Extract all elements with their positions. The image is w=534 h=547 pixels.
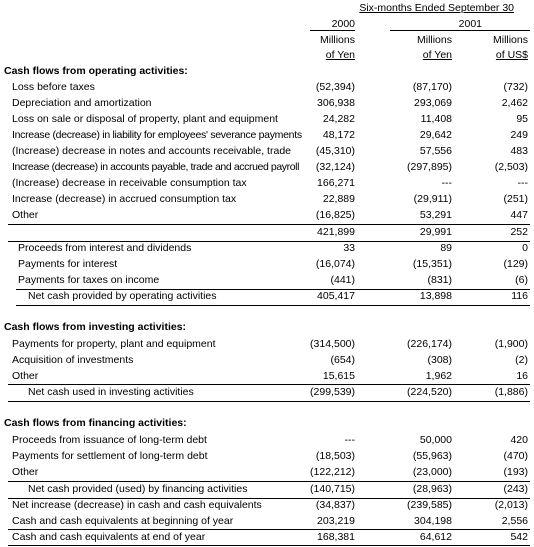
total-row-beginning	[0, 514, 534, 530]
table-cell: 293,069	[414, 97, 452, 109]
table-cell: 95	[516, 113, 528, 125]
table-cell: (299,539)	[310, 386, 355, 398]
table-cell: (87,170)	[412, 81, 452, 93]
table-cell: 542	[510, 531, 528, 543]
table-cell: (140,715)	[310, 483, 355, 495]
table-cell: ---	[344, 434, 355, 446]
table-row	[0, 96, 534, 112]
row-label: (Increase) decrease in receivable consumption tax	[12, 177, 247, 189]
row-label: Net increase (decrease) in cash and cash equivalents	[12, 499, 262, 511]
table-row	[0, 176, 534, 192]
row-label: Increase (decrease) in accrued consumption tax	[12, 193, 237, 205]
row-label: (Increase) decrease in notes and accounts receivable, trade	[12, 145, 291, 157]
investing-net-row	[0, 385, 534, 401]
table-cell: 57,556	[419, 145, 452, 157]
table-row	[0, 80, 534, 96]
table-cell: 168,381	[317, 531, 355, 543]
row-label: Net cash provided by operating activities	[28, 290, 217, 302]
table-cell: 0	[522, 242, 528, 254]
financing-section-title	[0, 416, 534, 432]
table-cell: (16,074)	[315, 258, 355, 270]
table-cell: 53,291	[419, 209, 452, 221]
table-cell: 203,219	[317, 515, 355, 527]
investing-section-title	[0, 320, 534, 336]
table-cell: (297,895)	[407, 161, 452, 173]
row-label: Other	[12, 466, 39, 478]
table-cell: 24,282	[322, 113, 355, 125]
operating-section-title	[0, 64, 534, 80]
table-cell: (6)	[515, 274, 528, 286]
table-cell: (2,013)	[494, 499, 528, 511]
table-row	[0, 433, 534, 449]
row-label: Loss before taxes	[12, 81, 95, 93]
table-cell: 29,991	[419, 226, 452, 238]
row-label: Payments for interest	[18, 258, 118, 270]
operating-net-bottom-rule	[16, 305, 530, 306]
row-label: Net cash provided (used) by financing activities	[28, 483, 248, 495]
table-cell: (28,963)	[412, 483, 452, 495]
year-2000-header: 2000	[331, 18, 355, 30]
table-cell: (2,503)	[494, 161, 528, 173]
row-label: Payments for settlement of long-term debt	[12, 450, 208, 462]
operating-net-row	[0, 289, 534, 305]
table-row	[0, 465, 534, 481]
table-cell: 304,198	[414, 515, 452, 527]
total-row-ending	[0, 530, 534, 546]
total-row-net-change	[0, 498, 534, 514]
table-cell: (34,837)	[315, 499, 355, 511]
col1-unit-a: Millions	[319, 34, 355, 46]
table-cell: (23,000)	[412, 466, 452, 478]
table-cell: (441)	[330, 274, 355, 286]
table-cell: 252	[510, 226, 528, 238]
financing-net-row	[0, 482, 534, 498]
col1-unit-b: of Yen	[325, 49, 355, 61]
table-cell: (129)	[503, 258, 528, 270]
col3-unit-a: Millions	[492, 34, 528, 46]
table-row	[0, 449, 534, 465]
table-cell: (243)	[503, 483, 528, 495]
table-cell: 166,271	[317, 177, 355, 189]
table-cell: (251)	[503, 193, 528, 205]
row-label: Cash flows from investing activities:	[4, 321, 187, 333]
table-cell: 16	[516, 370, 528, 382]
table-row	[0, 257, 534, 273]
table-cell: (16,825)	[315, 209, 355, 221]
row-label: Payments for property, plant and equipment	[12, 338, 216, 350]
table-cell: (1,886)	[494, 386, 528, 398]
table-row	[0, 208, 534, 224]
table-cell: (18,503)	[315, 450, 355, 462]
table-cell: 48,172	[322, 129, 355, 141]
col2-unit-a: Millions	[416, 34, 452, 46]
table-cell: 50,000	[419, 434, 452, 446]
row-label: Increase (decrease) in accounts payable, trade and accrued payroll	[12, 161, 300, 173]
table-row	[0, 369, 534, 385]
table-cell: (654)	[330, 354, 355, 366]
row-label: Proceeds from issuance of long-term debt	[12, 434, 207, 446]
table-cell: (314,500)	[310, 338, 355, 350]
investing-net-bottom-rule	[8, 401, 530, 402]
col2-unit-b: of Yen	[422, 49, 452, 61]
table-row	[0, 337, 534, 353]
table-cell: 2,462	[501, 97, 528, 109]
table-cell: (29,911)	[413, 193, 452, 205]
table-cell: 405,417	[317, 290, 355, 302]
table-cell: (55,963)	[412, 450, 452, 462]
table-cell: (2)	[515, 354, 528, 366]
row-label: Depreciation and amortization	[12, 97, 152, 109]
year-2001-rule	[390, 30, 530, 31]
table-cell: (32,124)	[315, 161, 355, 173]
table-cell: 1,962	[425, 370, 452, 382]
table-cell: (226,174)	[407, 338, 452, 350]
table-cell: 483	[510, 145, 528, 157]
table-row	[0, 144, 534, 160]
table-cell: (52,394)	[315, 81, 355, 93]
subtotal-row	[0, 225, 534, 241]
row-label: Loss on sale or disposal of property, plant and equipment	[12, 113, 278, 125]
row-label: Cash flows from financing activities:	[4, 417, 187, 429]
table-cell: 29,642	[419, 129, 452, 141]
table-cell: 13,898	[419, 290, 452, 302]
row-label: Net cash used in investing activities	[28, 386, 194, 398]
table-cell: 64,612	[419, 531, 452, 543]
table-row	[0, 128, 534, 144]
table-cell: 2,556	[501, 515, 528, 527]
table-cell: (308)	[427, 354, 452, 366]
table-cell: (732)	[503, 81, 528, 93]
row-label: Acquisition of investments	[12, 354, 134, 366]
table-cell: 116	[511, 290, 528, 302]
row-label: Payments for taxes on income	[18, 274, 160, 286]
table-row	[0, 112, 534, 128]
table-cell: 447	[510, 209, 528, 221]
table-cell: 420	[510, 434, 528, 446]
table-row	[0, 160, 534, 176]
row-label: Cash and cash equivalents at end of year	[12, 531, 206, 543]
col3-unit-b: of US$	[495, 49, 528, 61]
table-cell: (45,310)	[315, 145, 355, 157]
table-cell: 89	[440, 242, 452, 254]
row-label: Other	[12, 209, 39, 221]
table-cell: 15,615	[322, 370, 355, 382]
row-label: Cash flows from operating activities:	[4, 65, 188, 77]
table-cell: (122,212)	[310, 466, 355, 478]
table-cell: (470)	[503, 450, 528, 462]
row-label: Cash and cash equivalents at beginning of year	[12, 515, 234, 527]
table-cell: (1,900)	[494, 338, 528, 350]
period-header: Six-months Ended September 30	[359, 2, 514, 14]
table-cell: ---	[517, 177, 528, 189]
row-label: Increase (decrease) in liability for employees' severance payments	[12, 129, 302, 141]
row-label: Other	[12, 370, 39, 382]
table-row	[0, 353, 534, 369]
table-cell: ---	[441, 177, 452, 189]
year-2000-rule	[310, 30, 355, 31]
table-cell: (15,351)	[412, 258, 452, 270]
table-cell: 421,899	[317, 226, 355, 238]
table-cell: 306,938	[317, 97, 355, 109]
table-cell: (831)	[427, 274, 452, 286]
row-label: Proceeds from interest and dividends	[18, 242, 192, 254]
table-cell: 11,408	[420, 113, 452, 125]
table-row	[0, 192, 534, 208]
table-cell: (224,520)	[407, 386, 452, 398]
table-cell: 249	[510, 129, 528, 141]
year-2001-header: 2001	[458, 18, 482, 30]
table-cell: (239,585)	[407, 499, 452, 511]
table-row	[0, 273, 534, 289]
ending-bottom-rule	[8, 545, 530, 546]
table-row	[0, 241, 534, 257]
table-cell: (193)	[503, 466, 528, 478]
table-cell: 33	[343, 242, 355, 254]
table-cell: 22,889	[322, 193, 355, 205]
